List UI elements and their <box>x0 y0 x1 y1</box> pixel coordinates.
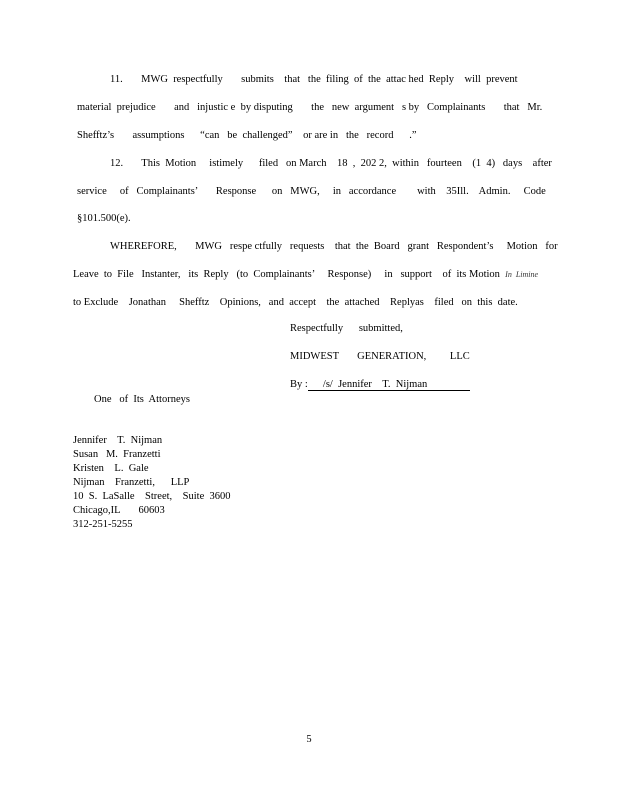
in-limine-text: In Limine <box>505 270 539 279</box>
wherefore-line-2-text: Leave to File Instanter, its Reply (to Complainants’ Response) in support of its Motion <box>73 269 500 280</box>
closing-text: Respectfully submitted, <box>290 323 403 334</box>
signature-line <box>290 379 470 391</box>
attorneys-line: One of Its Attorneys <box>94 394 190 405</box>
address-line: Chicago,IL 60603 <box>73 505 165 516</box>
para-11-line-3: Shefftz’s assumptions “can be challenged” or are in the record .” <box>77 130 417 141</box>
para-12-line-1: 12. This Motion istimely filed on March 18 , 202 2, within fourteen (1 4) days after <box>110 158 552 169</box>
page-number: 5 <box>306 734 312 745</box>
para-12-line-2: service of Complainants’ Response on MWG, in accordance with 35Ill. Admin. Code <box>77 186 546 197</box>
para-11-line-2: material prejudice and injustic e by disputing the new argument s by Complainants that Mr. <box>77 102 543 113</box>
address-line: Nijman Franzetti, LLP <box>73 477 190 488</box>
para-12-line-3: §101.500(e). <box>77 213 131 224</box>
para-11-line-1: 11. MWG respectfully submits that the filing of the attac hed Reply will prevent <box>110 74 518 85</box>
wherefore-line-2 <box>73 268 538 281</box>
signature-value: /s/ Jennifer T. Nijman <box>308 379 470 391</box>
address-line: 312-251-5255 <box>73 519 133 530</box>
wherefore-line-3: to Exclude Jonathan Shefftz Opinions, and accept the attached Replyas filed on this date. <box>73 297 518 308</box>
by-label: By : <box>290 379 308 390</box>
wherefore-line-1: WHEREFORE, MWG respe ctfully requests that the Board grant Respondent’s Motion for <box>110 241 558 252</box>
firm-name: MIDWEST GENERATION, LLC <box>290 351 470 362</box>
address-line: Kristen L. Gale <box>73 463 149 474</box>
address-line: 10 S. LaSalle Street, Suite 3600 <box>73 491 231 502</box>
address-line: Susan M. Franzetti <box>73 449 161 460</box>
address-line: Jennifer T. Nijman <box>73 435 163 446</box>
